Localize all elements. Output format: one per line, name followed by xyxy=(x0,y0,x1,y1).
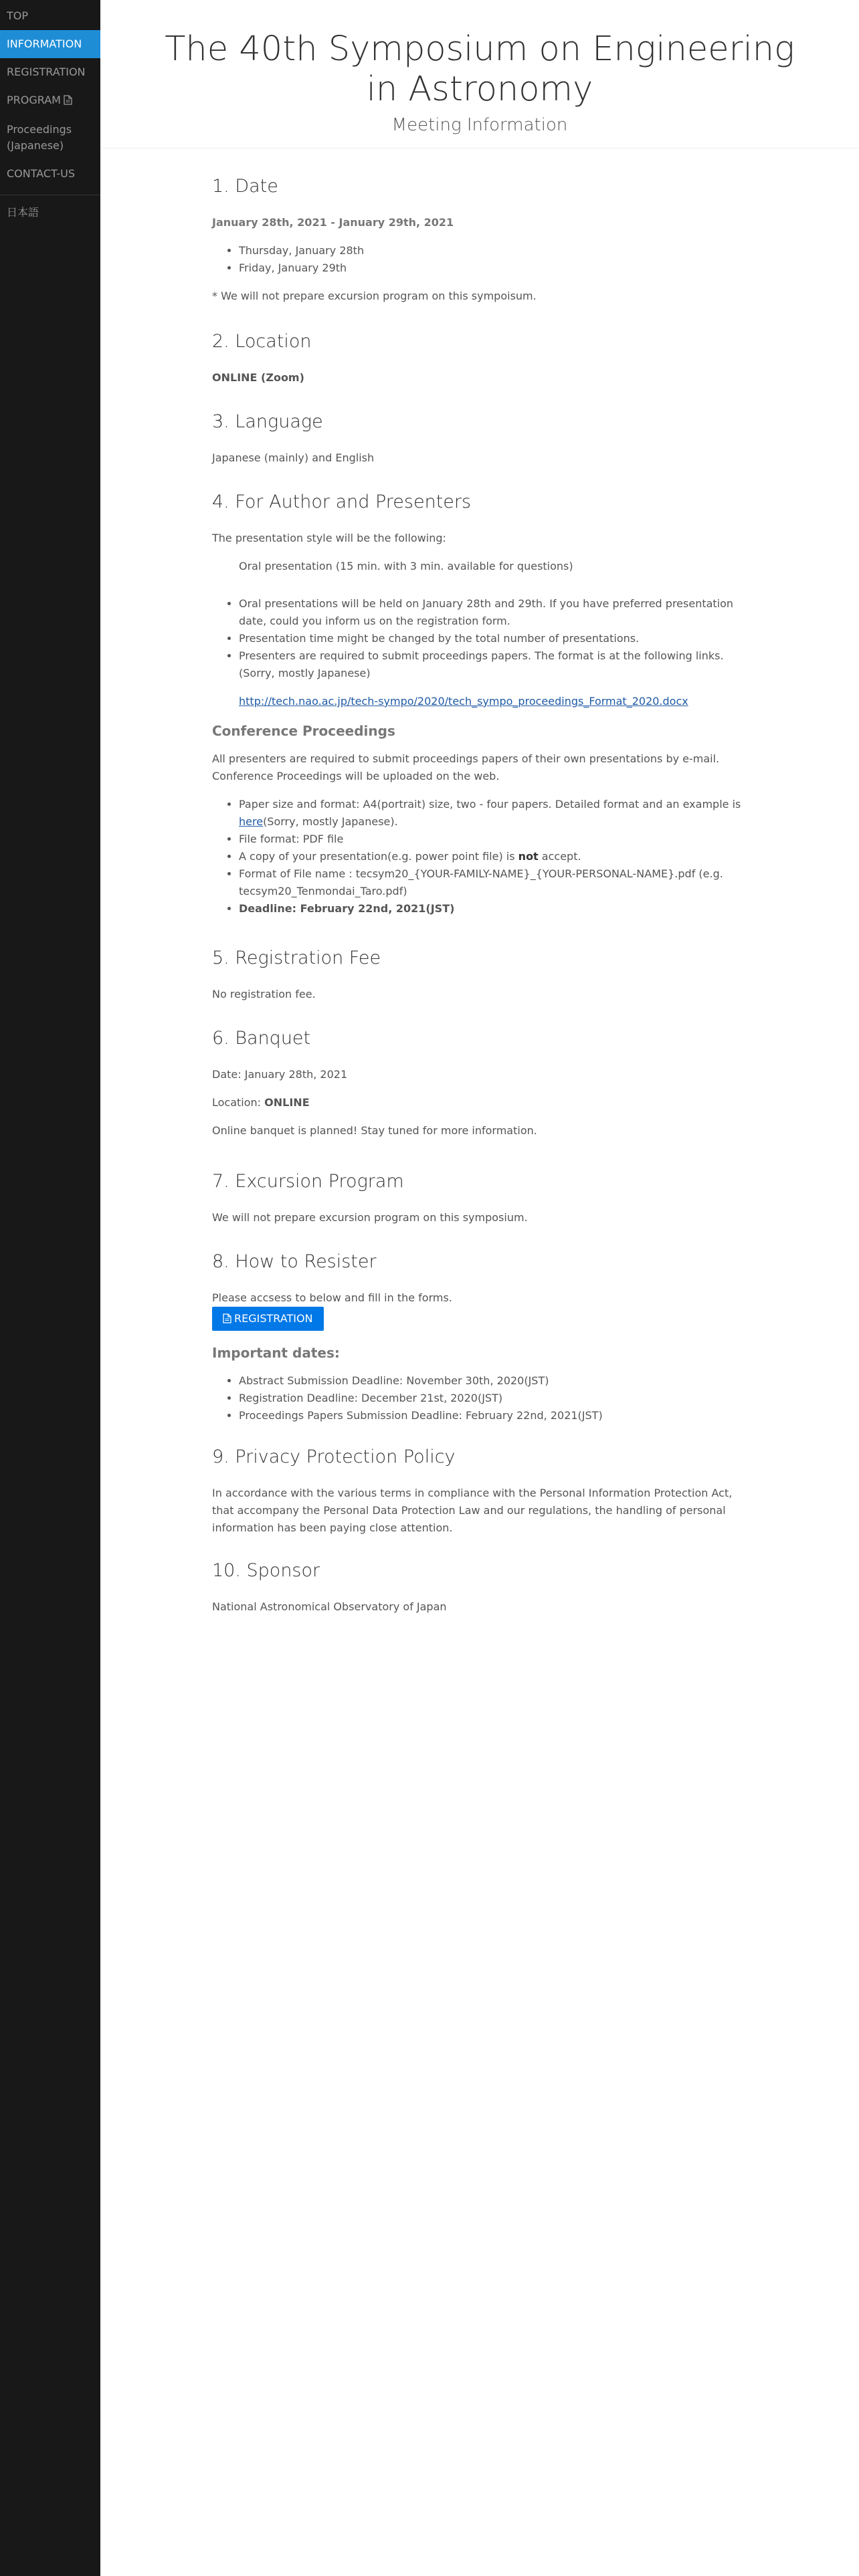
sponsor-text: National Astronomical Observatory of Japan xyxy=(212,1600,447,1613)
date-note: * We will not prepare excursion program on this sympoisum. xyxy=(212,290,537,302)
sidebar-item-label: PROGRAM xyxy=(7,94,61,106)
author-list xyxy=(212,595,747,682)
list-item: • Format of File name : tecsym20_{YOUR-FAMILY-NAME}_{YOUR-PERSONAL-NAME}.pdf (e.g. tecsym20_Tenmondai_Taro.pdf) xyxy=(239,865,747,900)
list-item: • Deadline: February 22nd, 2021(JST) xyxy=(239,900,747,918)
section-howto xyxy=(212,1251,747,1424)
list-item: • Presentation time might be changed by the total number of presentations. xyxy=(239,630,747,647)
proceedings-list xyxy=(212,796,747,918)
section-heading: 5. Registration Fee xyxy=(212,948,381,968)
list-item: • Friday, January 29th xyxy=(239,259,747,277)
excursion-text: We will not prepare excursion program on this symposium. xyxy=(212,1211,528,1224)
paper-size-text: Paper size and format: A4(portrait) size, two - four papers. Detailed format and an example is xyxy=(239,798,741,811)
example-here-link[interactable]: here xyxy=(239,815,264,828)
important-dates-list xyxy=(212,1372,747,1424)
location-value: ONLINE (Zoom) xyxy=(212,371,304,384)
list-item: • File format: PDF file xyxy=(239,831,747,848)
presentation-style: Oral presentation (15 min. with 3 min. available for questions) xyxy=(239,560,573,572)
section-heading: 10. Sponsor xyxy=(212,1560,320,1581)
section-privacy xyxy=(212,1446,747,1537)
fee-text: No registration fee. xyxy=(212,988,316,1000)
banquet-location xyxy=(212,1094,747,1111)
sidebar xyxy=(0,0,100,2576)
copy-text-after: accept. xyxy=(538,850,581,863)
important-dates-heading: Important dates: xyxy=(212,1345,340,1361)
banquet-date: Date: January 28th, 2021 xyxy=(212,1068,348,1081)
sidebar-item-contact[interactable]: CONTACT-US xyxy=(7,167,76,180)
author-intro: The presentation style will be the following: xyxy=(212,532,446,544)
sidebar-item-language[interactable]: 日本語 xyxy=(7,206,39,219)
section-author xyxy=(212,491,747,918)
section-heading: 8. How to Resister xyxy=(212,1251,377,1272)
banquet-location-label: Location: xyxy=(212,1096,265,1109)
sidebar-item-proceedings[interactable]: Proceedings (Japanese) xyxy=(7,123,72,152)
section-heading: 4. For Author and Presenters xyxy=(212,492,472,512)
section-heading: 3. Language xyxy=(212,411,323,432)
proceedings-format-link[interactable]: http://tech.nao.ac.jp/tech-sympo/2020/tech_sympo_proceedings_Format_2020.docx xyxy=(239,695,688,708)
list-item: • Presenters are required to submit proceedings papers. The format is at the following links. (Sorry, mostly Japanese) xyxy=(239,647,747,682)
section-fee xyxy=(212,947,747,1003)
list-item: • Thursday, January 28th xyxy=(239,242,747,259)
registration-button-label: REGISTRATION xyxy=(234,1312,313,1325)
list-item: • Proceedings Papers Submission Deadline: February 22nd, 2021(JST) xyxy=(239,1407,747,1424)
language-value: Japanese (mainly) and English xyxy=(212,451,375,464)
document-icon xyxy=(223,1313,231,1323)
paper-size-note: (Sorry, mostly Japanese). xyxy=(263,815,398,828)
section-heading: 1. Date xyxy=(212,176,278,197)
list-item: • Registration Deadline: December 21st, 2020(JST) xyxy=(239,1390,747,1407)
howto-text: Please accsess to below and fill in the forms. xyxy=(212,1291,452,1304)
sidebar-item-top[interactable]: TOP xyxy=(7,9,29,22)
proceedings-text: All presenters are required to submit proceedings papers of their own presentations by e-mail. Conference Proceedings will be uploaded on the web. xyxy=(212,752,720,782)
section-heading: 9. Privacy Protection Policy xyxy=(212,1446,456,1467)
banquet-location-value: ONLINE xyxy=(264,1096,310,1109)
copy-not: not xyxy=(518,850,539,863)
proceedings-heading: Conference Proceedings xyxy=(212,723,395,739)
page-title: The 40th Symposium on Engineering in Astronomy xyxy=(165,29,795,109)
copy-text: A copy of your presentation(e.g. power point file) is xyxy=(239,850,518,863)
list-item xyxy=(239,848,747,865)
date-list xyxy=(212,242,747,277)
banquet-note: Online banquet is planned! Stay tuned for more information. xyxy=(212,1124,537,1137)
page-header xyxy=(100,0,859,148)
sidebar-item-registration[interactable]: REGISTRATION xyxy=(7,66,86,78)
section-heading: 2. Location xyxy=(212,331,312,352)
section-location xyxy=(212,330,747,387)
section-excursion xyxy=(212,1170,747,1226)
section-heading: 6. Banquet xyxy=(212,1028,311,1049)
section-heading: 7. Excursion Program xyxy=(212,1171,404,1192)
section-banquet xyxy=(212,1027,747,1140)
privacy-text: In accordance with the various terms in compliance with the Personal Information Protection Act, that accompany the Personal Data Protection Law and our regulations, the handling of personal information has been paying close attention. xyxy=(212,1487,733,1534)
list-item xyxy=(239,796,747,831)
list-item: • Abstract Submission Deadline: November 30th, 2020(JST) xyxy=(239,1372,747,1390)
section-date xyxy=(212,175,747,305)
page-subtitle: Meeting Information xyxy=(391,115,568,135)
section-language xyxy=(212,411,747,467)
list-item: • Oral presentations will be held on January 28th and 29th. If you have preferred presentation date, could you inform us on the registration form. xyxy=(239,595,747,630)
document-icon xyxy=(64,94,72,110)
section-sponsor xyxy=(212,1560,747,1616)
sidebar-item-information[interactable]: INFORMATION xyxy=(0,30,100,58)
sidebar-item-program[interactable] xyxy=(0,86,100,116)
registration-button[interactable] xyxy=(212,1307,324,1331)
date-range: January 28th, 2021 - January 29th, 2021 xyxy=(212,216,454,229)
